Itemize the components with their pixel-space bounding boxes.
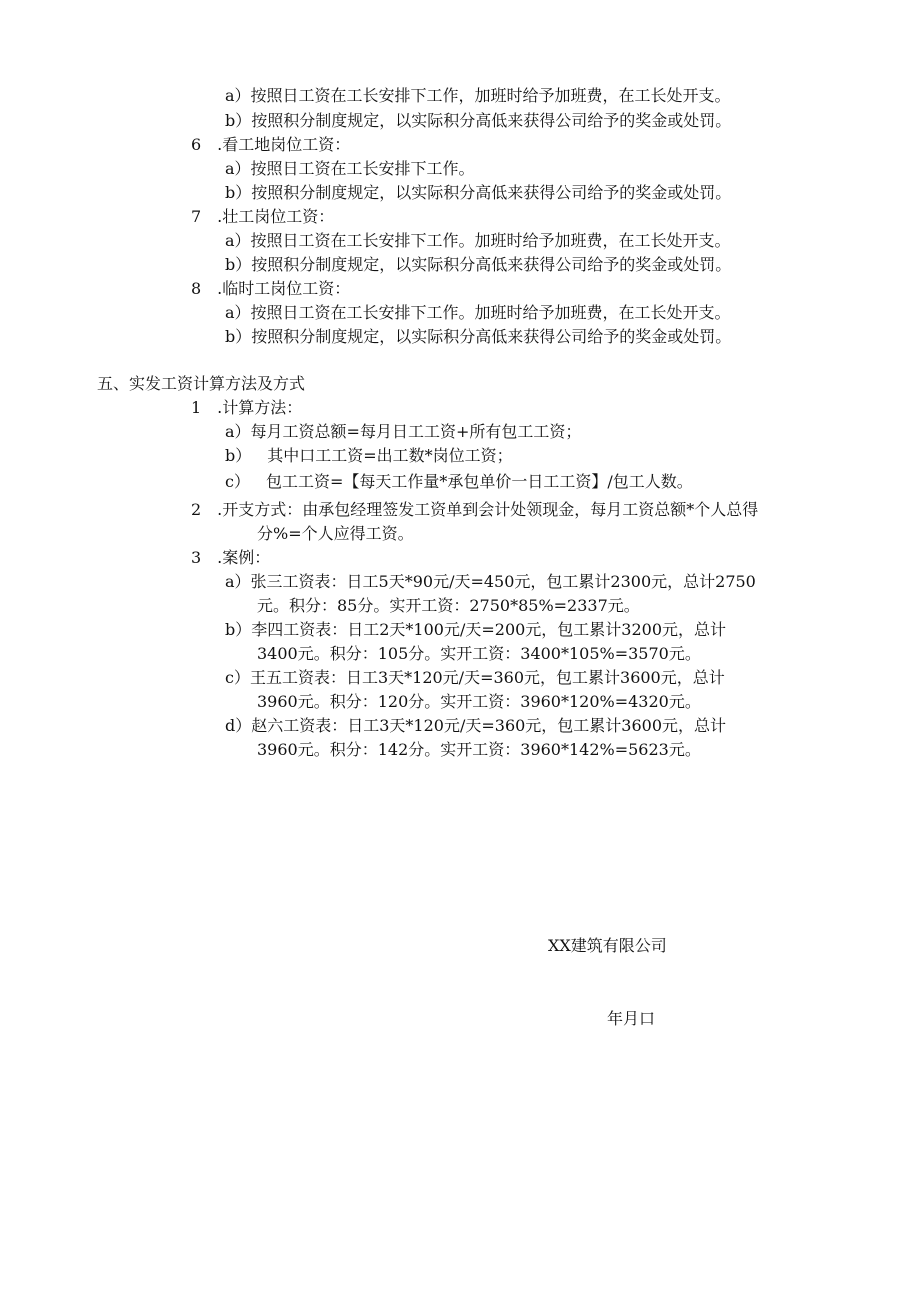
text-line: c）王五工资表：日工3天*120元/天=360元，包工累计3600元，总计 (225, 668, 725, 687)
text-line: a）按照日工资在工长安排下工作。 (225, 159, 475, 178)
list-heading: 6 .看工地岗位工资： (191, 135, 351, 154)
text-line: c） 包工工资=【每天工作量*承包单价一日工工资】/包工人数。 (225, 472, 693, 491)
text-line: 元。积分：85分。实开工资：2750*85%=2337元。 (257, 596, 640, 615)
text-line: a）按照日工资在工长安排下工作，加班时给予加班费，在工长处开支。 (225, 86, 731, 105)
text-line: b）按照积分制度规定，以实际积分高低来获得公司给予的奖金或处罚。 (225, 111, 732, 130)
list-heading: 2 .开支方式：由承包经理签发工资单到会计处领现金，每月工资总额*个人总得 (191, 500, 759, 519)
text-line: b）按照积分制度规定，以实际积分高低来获得公司给予的奖金或处罚。 (225, 327, 732, 346)
text-line: 3960元。积分：120分。实开工资：3960*120%=4320元。 (257, 692, 701, 711)
text-line: 3960元。积分：142分。实开工资：3960*142%=5623元。 (257, 740, 701, 759)
signature-date: 年月口 (607, 1009, 656, 1028)
list-heading: 3 .案例： (191, 548, 271, 567)
text-line: 3400元。积分：105分。实开工资：3400*105%=3570元。 (257, 644, 701, 663)
text-line: a）每月工资总额=每月日工工资+所有包工工资； (225, 422, 582, 441)
list-heading: 8 .临时工岗位工资： (191, 279, 351, 298)
section-heading: 五、实发工资计算方法及方式 (97, 374, 306, 393)
text-line: b）按照积分制度规定，以实际积分高低来获得公司给予的奖金或处罚。 (225, 255, 732, 274)
text-line: b）按照积分制度规定，以实际积分高低来获得公司给予的奖金或处罚。 (225, 183, 732, 202)
text-line: a）按照日工资在工长安排下工作。加班时给予加班费，在工长处开支。 (225, 231, 731, 250)
list-heading: 1 .计算方法： (191, 398, 303, 417)
text-line: a）张三工资表：日工5天*90元/天=450元，包工累计2300元，总计2750 (225, 572, 756, 591)
text-line: a）按照日工资在工长安排下工作。加班时给予加班费，在工长处开支。 (225, 303, 731, 322)
company-signature: XX建筑有限公司 (548, 936, 667, 955)
text-line: 分%=个人应得工资。 (257, 524, 414, 543)
list-heading: 7 .壮工岗位工资： (191, 207, 335, 226)
text-line: b）李四工资表：日工2天*100元/天=200元，包工累计3200元，总计 (225, 620, 727, 639)
text-line: b） 其中口工工资=出工数*岗位工资； (225, 446, 513, 465)
text-line: d）赵六工资表：日工3天*120元/天=360元，包工累计3600元，总计 (225, 716, 727, 735)
